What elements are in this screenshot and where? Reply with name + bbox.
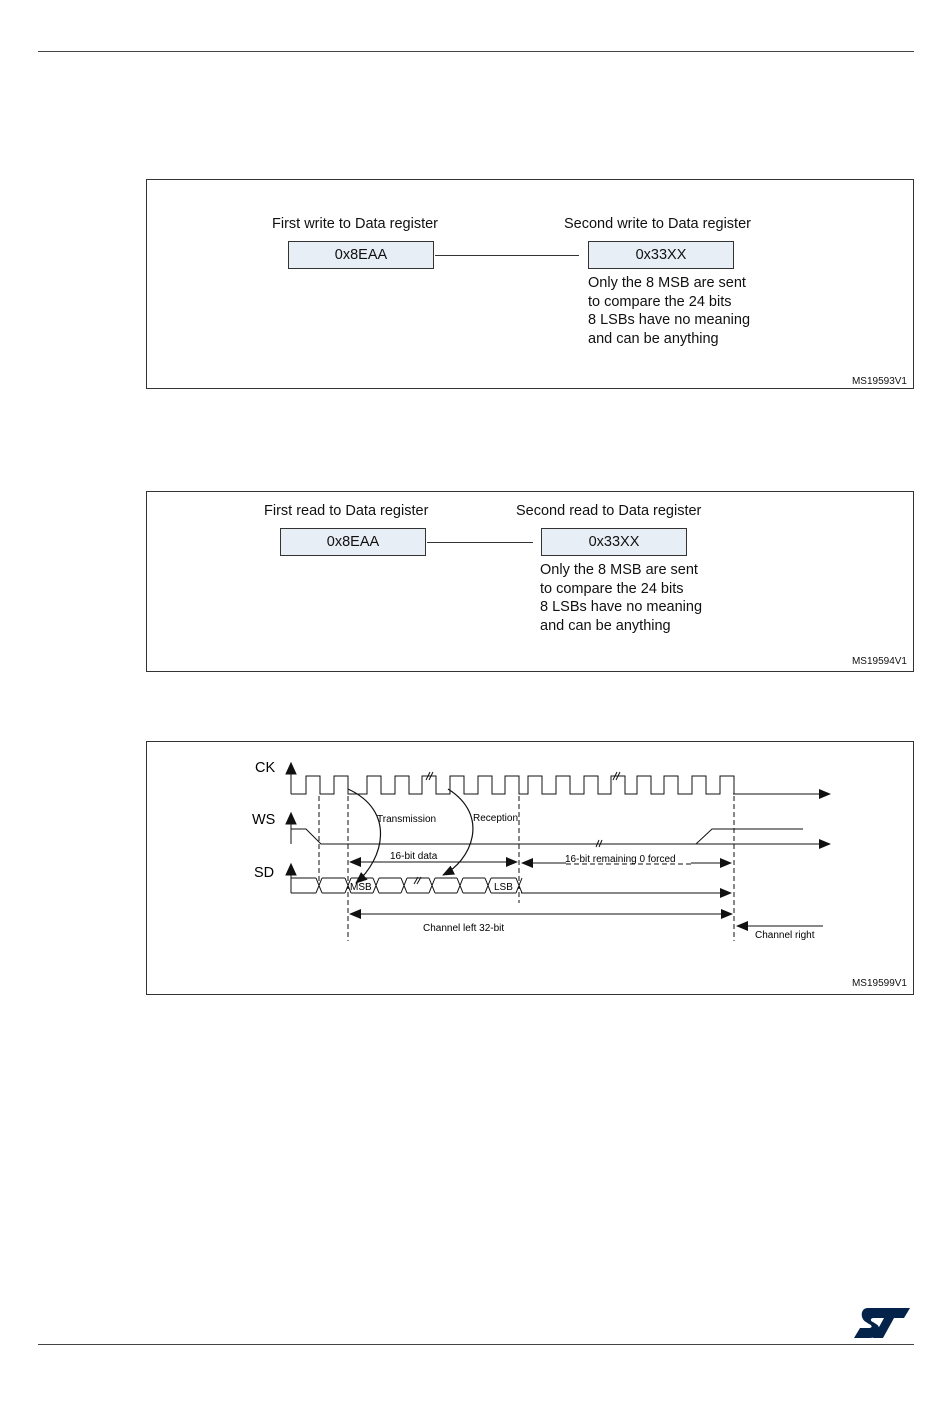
note-line: Only the 8 MSB are sent <box>588 275 746 291</box>
note-line: to compare the 24 bits <box>540 580 684 597</box>
first-read-label: First read to Data register <box>264 503 429 519</box>
second-write-register-box: 0x33XX <box>588 241 734 269</box>
st-logo <box>852 1306 910 1340</box>
transmission-label: Transmission <box>377 814 437 825</box>
data16-label: 16-bit data <box>390 851 438 862</box>
figure-read-registers <box>146 491 914 672</box>
first-write-label: First write to Data register <box>272 216 438 232</box>
sd-label: SD <box>254 865 275 881</box>
ck-label: CK <box>255 760 276 776</box>
write-note <box>588 274 750 348</box>
footer-rule <box>38 1344 914 1345</box>
figure-id: MS19594V1 <box>851 656 907 667</box>
figure-id: MS19599V1 <box>851 978 907 989</box>
note-line: and can be anything <box>540 617 671 634</box>
clock-waveform <box>291 776 734 794</box>
channel-left-label: Channel left 32-bit <box>423 923 505 934</box>
note-line: and can be anything <box>588 330 719 347</box>
remaining-label: 16-bit remaining 0 forced <box>565 854 676 865</box>
first-write-register-box: 0x8EAA <box>288 241 434 269</box>
first-read-register-box: 0x8EAA <box>280 528 426 556</box>
note-line: to compare the 24 bits <box>588 293 732 310</box>
second-read-register-box: 0x33XX <box>541 528 687 556</box>
lsb-label: LSB <box>494 882 513 893</box>
figure-write-registers <box>146 179 914 389</box>
reception-label: Reception <box>473 813 519 824</box>
figure-id: MS19593V1 <box>851 376 907 387</box>
note-line: Only the 8 MSB are sent <box>540 562 698 578</box>
second-write-label: Second write to Data register <box>564 216 751 232</box>
axis-arrows <box>286 763 296 893</box>
timing-diagram <box>147 742 913 994</box>
sd-waveform <box>291 878 522 893</box>
connector-line <box>435 255 579 256</box>
transmission-arrow <box>348 789 381 883</box>
ws-label: WS <box>252 812 276 828</box>
note-line: 8 LSBs have no meaning <box>540 599 703 615</box>
header-rule <box>38 51 914 52</box>
channel-right-label: Channel right <box>755 930 815 941</box>
ws-waveform <box>291 829 803 844</box>
st-logo-shape <box>854 1308 910 1338</box>
connector-line <box>427 542 533 543</box>
msb-label: MSB <box>350 882 372 893</box>
read-note <box>540 561 702 635</box>
second-read-label: Second read to Data register <box>516 503 702 519</box>
figure-timing-diagram <box>146 741 914 995</box>
note-line: 8 LSBs have no meaning <box>588 312 751 328</box>
